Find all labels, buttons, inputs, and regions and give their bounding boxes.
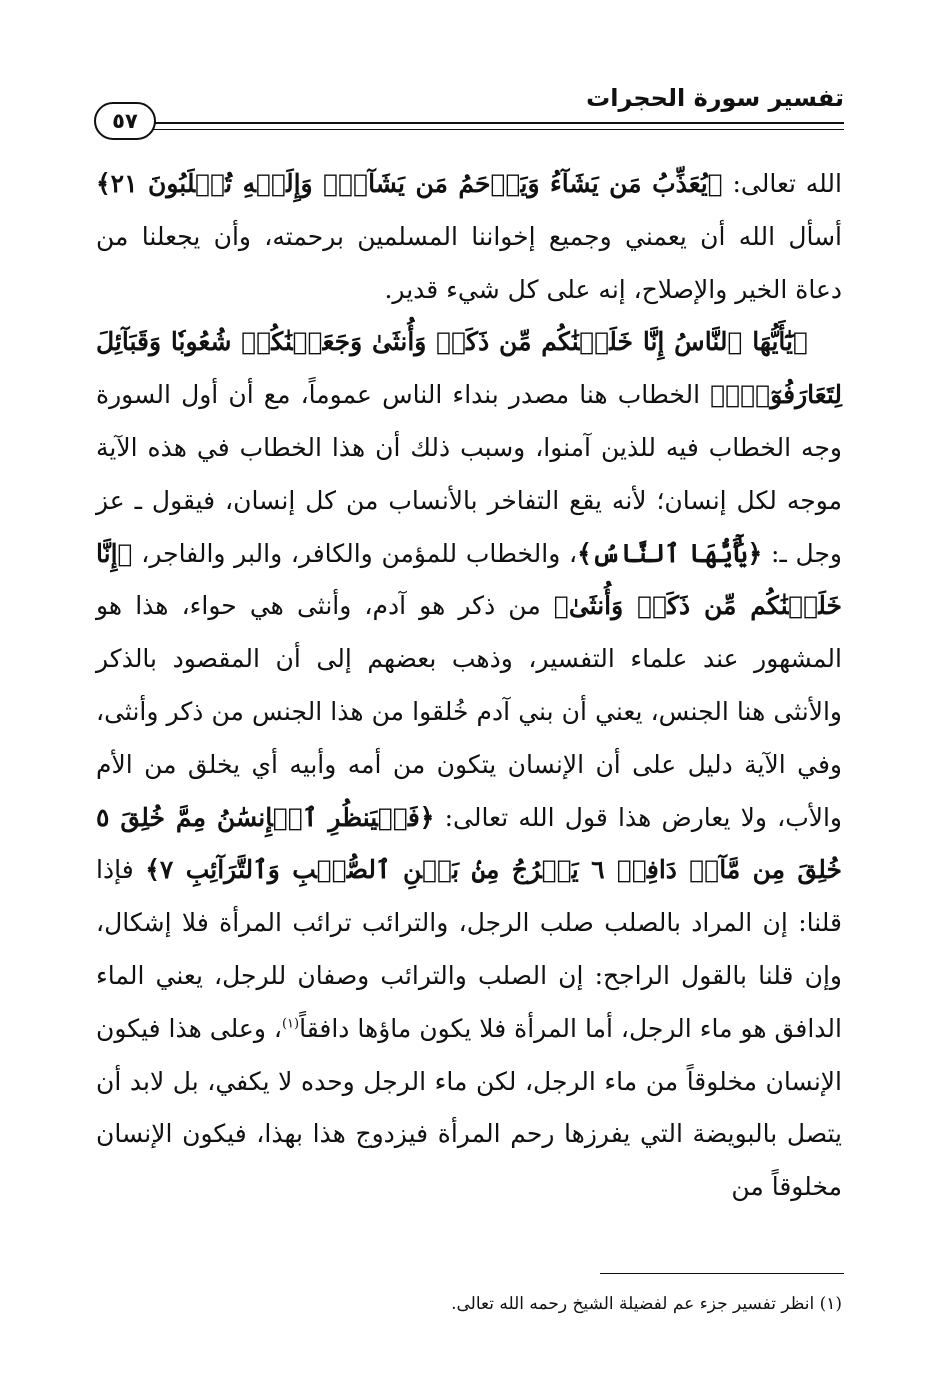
footnote-separator xyxy=(600,1273,844,1274)
quran-verse: ﴿يَٰٓأَيُّهَا ٱلنَّاسُ﴾ xyxy=(577,538,763,568)
text-segment: من ذكر هو آدم، وأنثى هي حواء، هذا هو المشهور عند علماء التفسير، وذهب بعضهم إلى أن المقصود بالذكر والأنثى هنا الجنس، يعني أن بني آدم خُلقوا من هذا الجنس من ذكر وأنثى، وفي الآية دليل على أن الإنسان يتكون من أمه وأبيه أي يخلق من الأم والأب، ولا يعارض هذا قول الله تعالى: xyxy=(96,591,843,832)
text-segment: الخطاب هنا مصدر بنداء الناس عموماً، مع أن أول السورة وجه الخطاب فيه للذين آمنوا، وسبب ذلك أن هذا الخطاب في هذه الآية موجه لكل إنسان؛ لأنه يقع التفاخر بالأنساب من كل إنسان، فيقول ـ عز وجل ـ: xyxy=(96,380,842,568)
quran-verse: ﴿يُعَذِّبُ مَن يَشَآءُ وَيَرۡحَمُ مَن يَشَآءُۖ وَإِلَيۡهِ تُقۡلَبُونَ ٢١﴾ xyxy=(96,169,723,198)
text-segment: ، والخطاب للمؤمن والكافر، والبر والفاجر، xyxy=(132,538,578,568)
header-rule xyxy=(150,122,844,130)
text-segment: أسأل الله أن يعمني وجميع إخواننا المسلمين برحمته، وأن يجعلنا من دعاة الخير والإصلاح، إنه على كل شيء قدير. xyxy=(96,221,842,304)
text-segment: فإذا قلنا: إن المراد بالصلب صلب الرجل، والترائب ترائب المرأة فلا إشكال، وإن قلنا بالقول الراجح: إن الصلب والترائب وصفان للرجل، يعني الماء الدافق هو ماء الرجل، أما المرأة فلا يكون ماؤها دافقاً xyxy=(96,855,842,1043)
paragraph-2 xyxy=(96,316,842,1214)
page-number-frame xyxy=(94,102,156,140)
main-text xyxy=(96,158,842,1214)
footnote-marker: (١) xyxy=(281,1016,300,1032)
text-segment: الله تعالى: xyxy=(722,169,842,198)
quran-verse: ﴿يَٰٓأَيُّهَا ٱلنَّاسُ إِنَّا خَلَقۡنَٰكُم مِّن ذَكَرٖ وَأُنثَىٰ وَجَعَلۡنَٰكُمۡ شُعُوبٗا وَقَبَآئِلَ لِتَعَارَفُوٓاْۚ﴾ xyxy=(96,327,842,410)
text-segment: ، وعلى هذا فيكون الإنسان مخلوقاً من ماء الرجل، لكن ماء الرجل وحده لا يكفي، بل لابد أن يتصل بالبويضة التي يفرزها رحم المرأة فيزدوج هذا بهذا، فيكون الإنسان مخلوقاً من xyxy=(96,1013,842,1202)
paragraph-1 xyxy=(96,158,842,316)
running-title: تفسير سورة الحجرات xyxy=(586,84,844,112)
page-header xyxy=(92,78,844,138)
quran-verse: ﴿فَلۡيَنظُرِ ٱلۡإِنسَٰنُ مِمَّ خُلِقَ ٥ خُلِقَ مِن مَّآءٖ دَافِقٖ ٦ يَخۡرُجُ مِنۢ بَيۡنِ ٱلصُّلۡبِ وَٱلتَّرَآئِبِ ٧﴾ xyxy=(96,802,842,885)
page-number: ٥٧ xyxy=(112,109,138,133)
quran-verse: ﴿إِنَّا خَلَقۡنَٰكُم مِّن ذَكَرٖ وَأُنثَىٰ﴾ xyxy=(96,538,842,621)
footnote: (١) انظر تفسير جزء عم لفضيلة الشيخ رحمه الله تعالى. xyxy=(451,1294,842,1314)
